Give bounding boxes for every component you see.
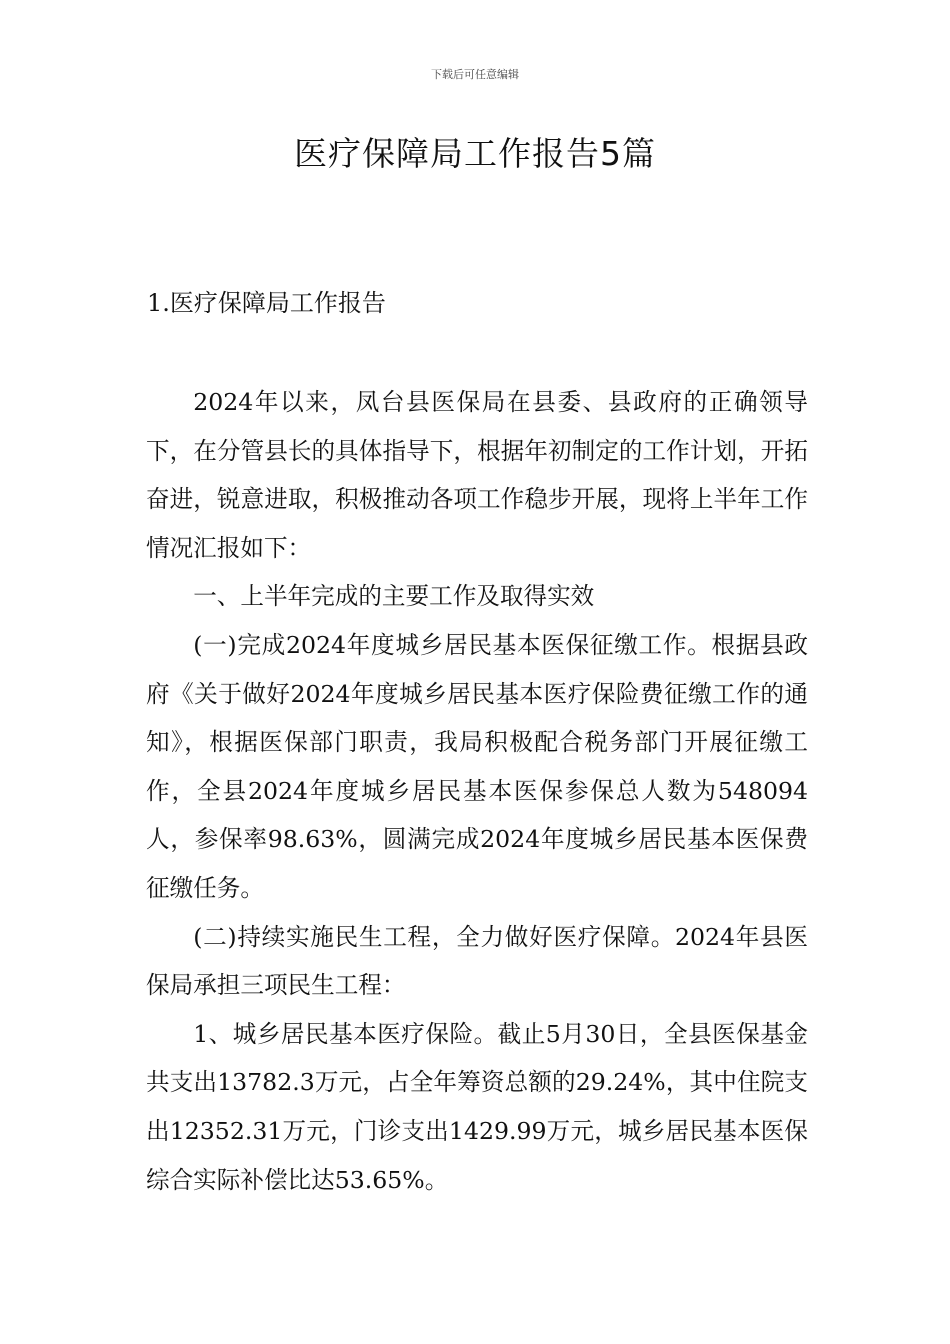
document-title: 医疗保障局工作报告5篇 — [294, 134, 656, 173]
paragraph-heading-1: 一、上半年完成的主要工作及取得实效 — [193, 582, 595, 611]
paragraph-item-2: (二)持续实施民生工程，全力做好医疗保障。2024年县医保局承担三项民生工程： — [146, 922, 808, 1000]
paragraph-intro: 2024年以来，凤台县医保局在县委、县政府的正确领导下，在分管县长的具体指导下，根据年初制定的工作计划，开拓奋进，锐意进取，积极推动各项工作稳步开展，现将上半年工作情况汇报如下： — [146, 388, 808, 562]
paragraph-item-1: (一)完成2024年度城乡居民基本医保征缴工作。根据县政府《关于做好2024年度城乡居民基本医疗保险费征缴工作的通知》，根据医保部门职责，我局积极配合税务部门开展征缴工作，全县2024年度城乡居民基本医保参保总人数为548094人，参保率98.63%，圆满完成2024年度城乡居民基本医保费征缴任务。 — [146, 630, 808, 902]
body-text — [146, 378, 808, 1204]
paragraph-subitem-1: 1、城乡居民基本医疗保险。截止5月30日，全县医保基金共支出13782.3万元，占全年筹资总额的29.24%，其中住院支出12352.31万元，门诊支出1429.99万元，城乡居民基本医保综合实际补偿比达53.65%。 — [146, 1019, 808, 1194]
section-heading: 1.医疗保障局工作报告 — [147, 289, 386, 317]
header-note: 下载后可任意编辑 — [431, 68, 519, 81]
